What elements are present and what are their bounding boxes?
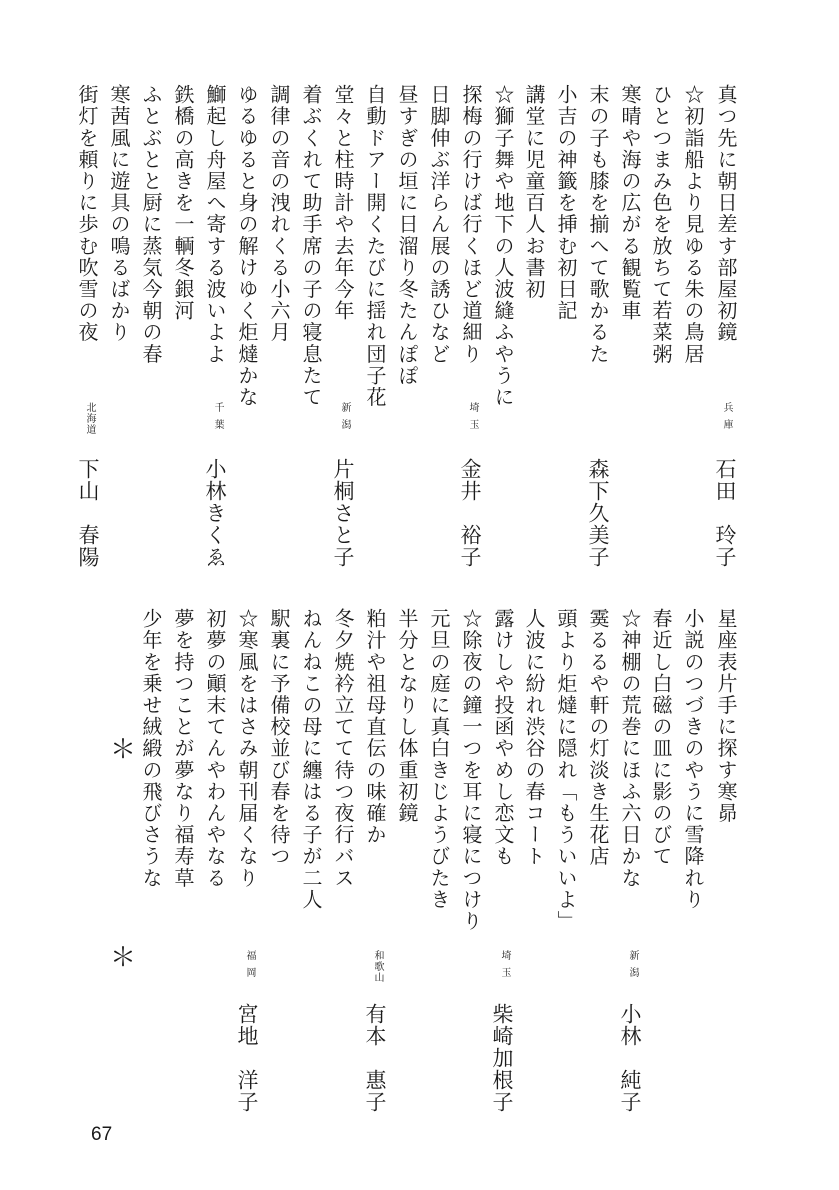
haiku-line: 夢を持つことが夢なり福寿草 <box>171 608 195 889</box>
haiku-line: ねんねこの母に纏はる子が二人 <box>299 608 323 911</box>
haiku-line: 半分となりし体重初鏡 <box>395 608 419 824</box>
author-name: 下山 春陽 <box>76 458 100 568</box>
prefecture-label: 福岡 <box>244 950 255 984</box>
haiku-line: 人波に紛れ渋谷の春コート <box>522 608 546 868</box>
author-name: 石田 玲子 <box>713 458 737 568</box>
haiku-line: 冬夕焼衿立てて待つ夜行バス <box>331 608 355 889</box>
author-name: 宮地 洋子 <box>235 1003 259 1113</box>
haiku-line: 霙るるや軒の灯淡き生花店 <box>586 608 610 868</box>
haiku-line: 小吉の神籤を挿む初日記 <box>554 84 578 322</box>
prefecture-label: 和歌山 <box>372 950 383 983</box>
prefecture-label: 新潟 <box>627 950 638 984</box>
prefecture-label: 新潟 <box>339 402 350 436</box>
haiku-line: ふとぶとと厨に蒸気今朝の春 <box>139 84 163 365</box>
prefecture-label: 兵庫 <box>721 402 732 436</box>
haiku-line: 自動ドアー開くたびに揺れ団子花 <box>363 84 387 408</box>
haiku-line: ☆獅子舞や地下の人波縫ふやうに <box>491 84 515 408</box>
prefecture-label: 千葉 <box>212 402 223 436</box>
prefecture-label: 埼玉 <box>467 402 478 436</box>
asterisk-separator: ＊ <box>110 735 137 765</box>
haiku-line: 露けしや投函やめし恋文も <box>491 608 515 868</box>
haiku-line: 星座表片手に探す寒昴 <box>714 608 738 824</box>
haiku-line: 探梅の行けば行くほど道細り <box>459 84 483 365</box>
haiku-line: 春近し白磁の皿に影のびて <box>649 608 673 868</box>
haiku-line: 元旦の庭に真白きじようびたき <box>427 608 451 911</box>
haiku-line: ☆寒風をはさみ朝刊届くなり <box>235 608 259 889</box>
haiku-line: 昼すぎの垣に日溜り冬たんぽぽ <box>395 84 419 387</box>
haiku-line: 街灯を頼りに歩む吹雪の夜 <box>75 84 99 344</box>
haiku-line: 頭より炬燵に隠れ「もういいよ」 <box>554 608 578 932</box>
haiku-line: ☆神棚の荒巻にほふ六日かな <box>618 608 642 889</box>
page-number: 67 <box>91 1124 113 1145</box>
haiku-line: 堂々と柱時計や去年今年 <box>331 84 355 322</box>
haiku-line: 寒茜風に遊具の鳴るばかり <box>107 84 131 344</box>
haiku-line: 鉄橋の高きを一輌冬銀河 <box>171 84 195 322</box>
haiku-line: 着ぶくれて助手席の子の寝息たて <box>299 84 323 408</box>
prefecture-label: 埼玉 <box>499 950 510 984</box>
author-name: 片桐さと子 <box>331 458 355 568</box>
author-name: 金井 裕子 <box>458 458 482 568</box>
author-name: 小林 純子 <box>618 1003 642 1113</box>
author-name: 森下久美子 <box>586 458 610 568</box>
haiku-line: 駅裏に予備校並び春を待つ <box>267 608 291 868</box>
haiku-line: 小説のつづきのやうに雪降れり <box>681 608 705 911</box>
haiku-line: 日脚伸ぶ洋らん展の誘ひなど <box>427 84 451 365</box>
haiku-line: 講堂に児童百人お書初 <box>522 84 546 300</box>
haiku-line: ゆるゆると身の解けゆく炬燵かな <box>235 84 259 408</box>
author-name: 小林きくゑ <box>203 458 227 568</box>
haiku-line: 初夢の顚末てんやわんやなる <box>203 608 227 889</box>
haiku-line: ☆除夜の鐘一つを耳に寝につけり <box>459 608 483 932</box>
haiku-line: 末の子も膝を揃へて歌かるた <box>586 84 610 365</box>
author-name: 柴崎加根子 <box>490 1003 514 1113</box>
haiku-line: 真つ先に朝日差す部屋初鏡 <box>714 84 738 344</box>
haiku-line: 鰤起し舟屋へ寄する波いよよ <box>203 84 227 365</box>
haiku-line: 寒晴や海の広がる観覧車 <box>618 84 642 322</box>
author-name: 有本 惠子 <box>363 1003 387 1113</box>
haiku-line: 調律の音の洩れくる小六月 <box>267 84 291 344</box>
haiku-line: 少年を乗せ絨緞の飛びさうな <box>139 608 163 889</box>
asterisk-separator: ＊ <box>110 943 137 973</box>
haiku-line: ☆初詣船より見ゆる朱の鳥居 <box>681 84 705 365</box>
haiku-line: ひとつまみ色を放ちて若菜粥 <box>649 84 673 365</box>
haiku-line: 粕汁や祖母直伝の味確か <box>363 608 387 846</box>
prefecture-label: 北海道 <box>84 402 95 435</box>
